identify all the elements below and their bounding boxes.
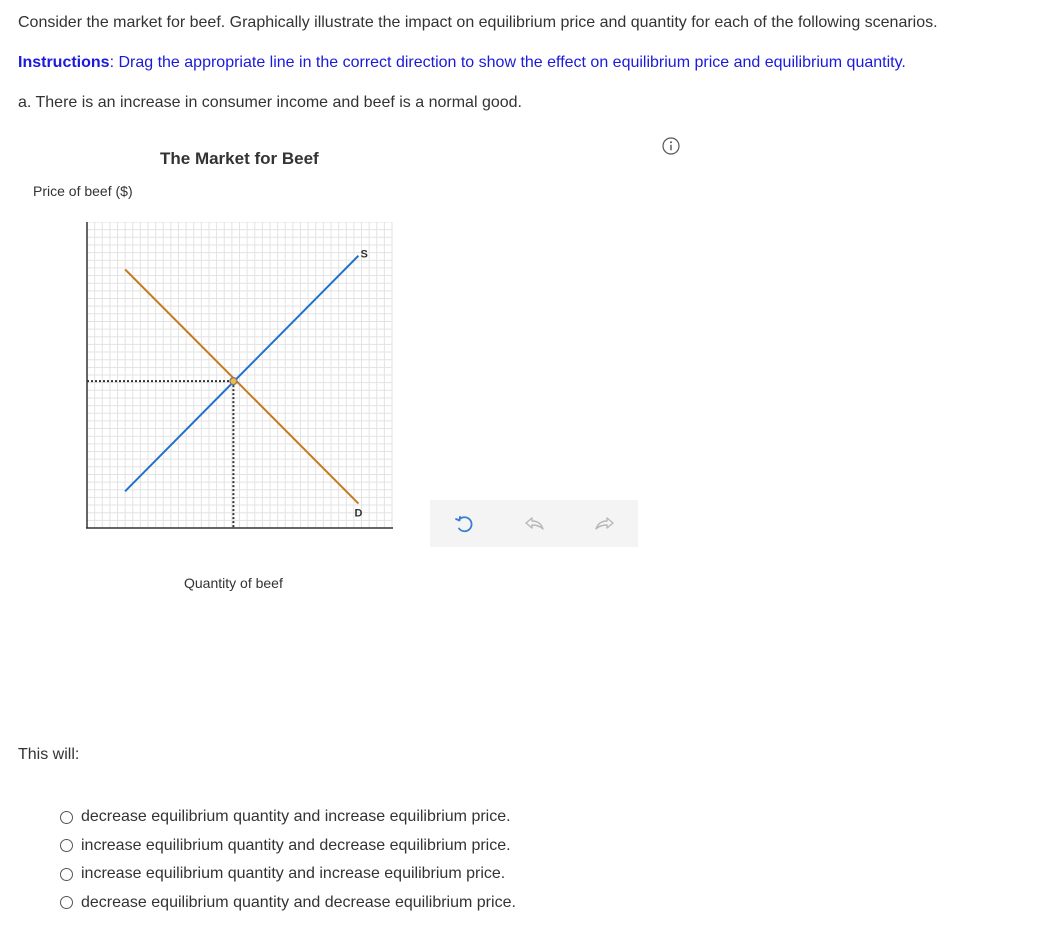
this-will-label: This will: — [18, 746, 80, 763]
radio-icon[interactable] — [60, 839, 73, 852]
radio-icon[interactable] — [60, 896, 73, 909]
answer-options — [60, 803, 516, 917]
instructions-text: : Drag the appropriate line in the correct direction to show the effect on equilibrium price and equilibrium quantity. — [109, 54, 906, 71]
reset-icon[interactable] — [451, 510, 479, 538]
part-a-text: a. There is an increase in consumer income and beef is a normal good. — [18, 94, 522, 111]
option-3[interactable] — [60, 860, 516, 889]
x-axis-label: Quantity of beef — [184, 575, 283, 591]
equilibrium-point — [230, 378, 237, 385]
redo-icon[interactable] — [591, 510, 619, 538]
info-icon[interactable] — [662, 137, 680, 155]
undo-icon[interactable] — [520, 510, 548, 538]
instructions — [18, 54, 906, 72]
option-label: increase equilibrium quantity and increase equilibrium price. — [81, 865, 506, 883]
demand-label: D — [354, 507, 363, 520]
option-label: increase equilibrium quantity and decrease equilibrium price. — [81, 836, 511, 854]
radio-icon[interactable] — [60, 811, 73, 824]
chart-title: The Market for Beef — [160, 149, 319, 168]
option-4[interactable] — [60, 889, 516, 918]
option-2[interactable] — [60, 832, 516, 861]
graph-toolbar — [430, 500, 638, 547]
supply-label: S — [360, 248, 368, 261]
instructions-label: Instructions — [18, 54, 110, 71]
option-1[interactable] — [60, 803, 516, 832]
radio-icon[interactable] — [60, 868, 73, 881]
question-text: Consider the market for beef. Graphically illustrate the impact on equilibrium price and quantity for each of the following scenarios. — [18, 14, 938, 31]
option-label: decrease equilibrium quantity and decrease equilibrium price. — [81, 893, 516, 911]
option-label: decrease equilibrium quantity and increase equilibrium price. — [81, 808, 511, 826]
market-graph[interactable] — [86, 222, 396, 532]
y-axis-label: Price of beef ($) — [33, 183, 133, 199]
